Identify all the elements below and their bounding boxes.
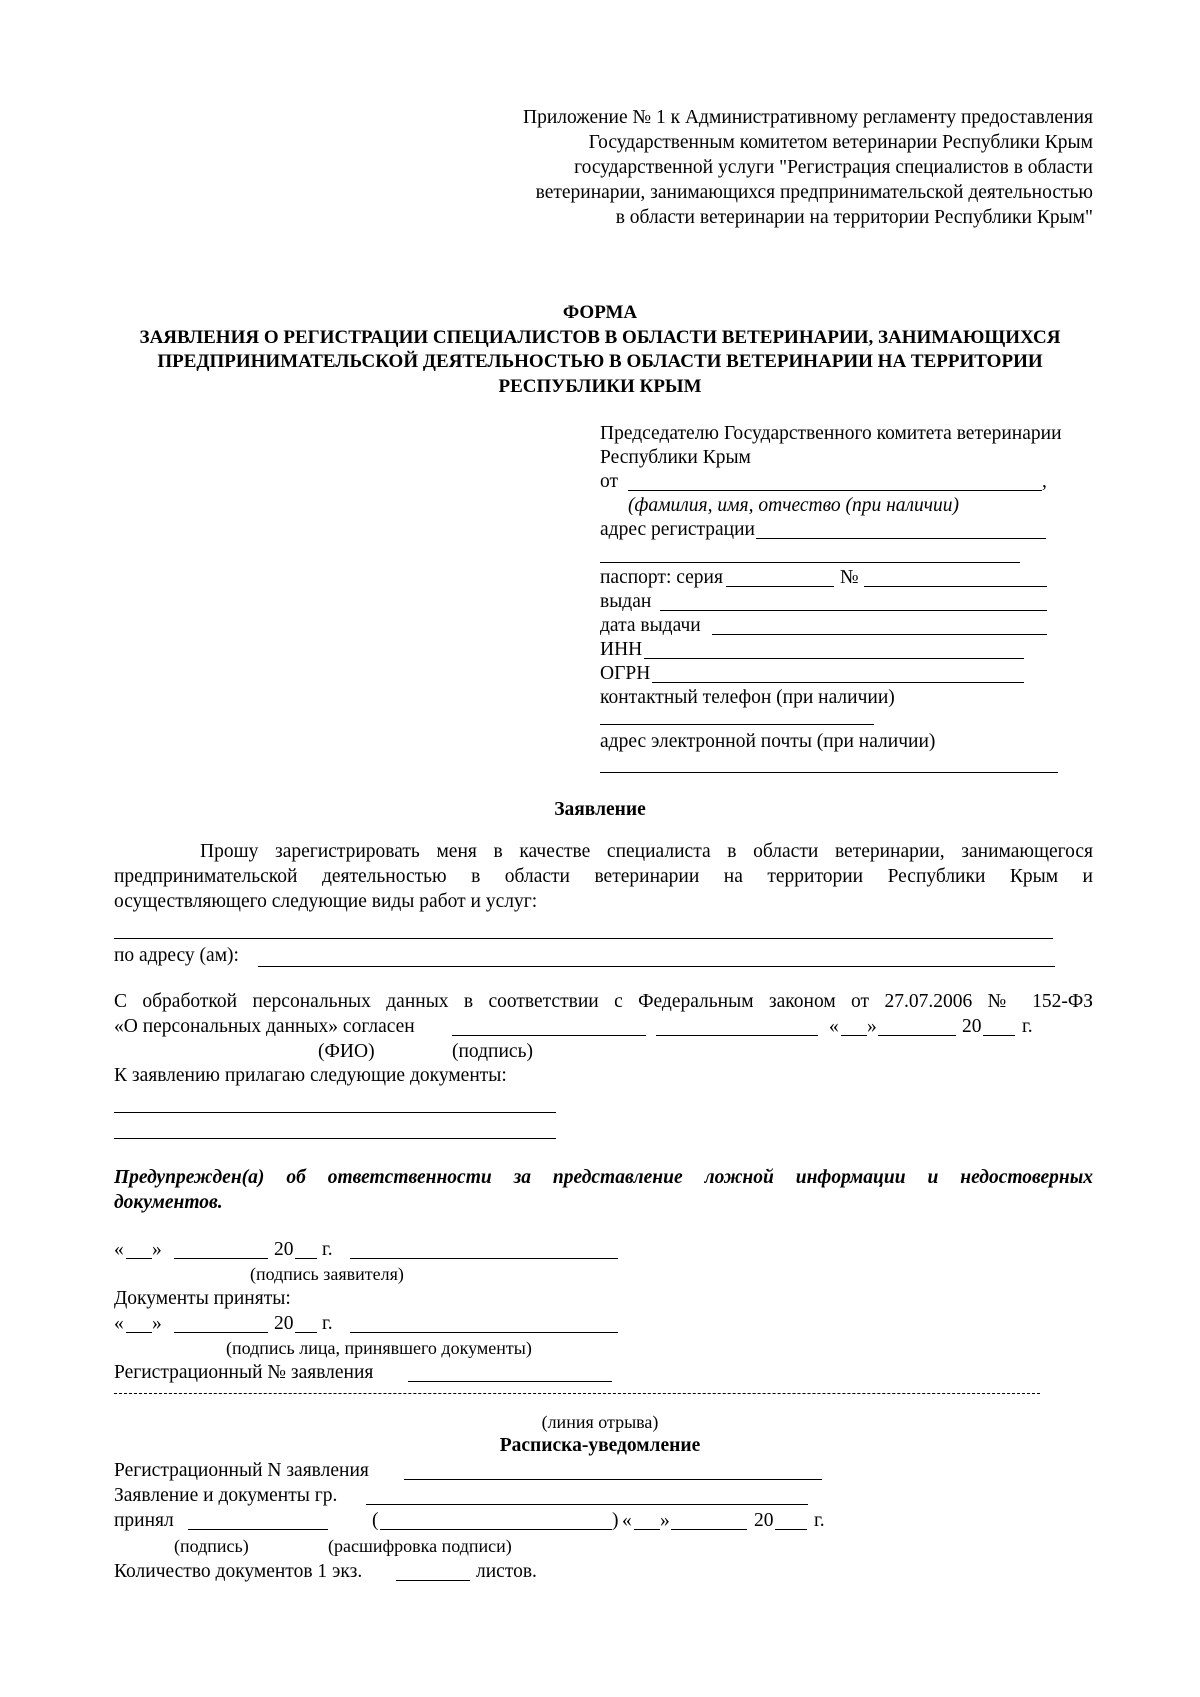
warning-block [114, 1165, 1093, 1215]
applicant-year-prefix: 20 [274, 1239, 294, 1260]
tear-line [114, 1393, 1040, 1394]
ogrn-field-line[interactable] [652, 682, 1024, 683]
consent-fio-field-line[interactable] [452, 1035, 646, 1036]
header-line-4: ветеринарии, занимающихся предпринимательской деятельностью [535, 182, 1093, 203]
statement-heading: Заявление [554, 799, 646, 820]
receipt-day-field-line[interactable] [634, 1529, 660, 1530]
receipt-reg-number-field-line[interactable] [404, 1479, 822, 1480]
passport-number-field-line[interactable] [864, 586, 1047, 587]
receipt-signature-caption: (подпись) [174, 1536, 249, 1556]
acceptor-date-close: » [152, 1313, 162, 1334]
statement-line-3: осуществляющего следующие виды работ и услуг: [114, 891, 538, 912]
receipt-accepted-signature-field-line[interactable] [188, 1529, 328, 1530]
receipt-reg-number-label: Регистрационный N заявления [114, 1460, 369, 1481]
statement-paragraph [114, 839, 1093, 914]
docs-accepted-label: Документы приняты: [114, 1288, 291, 1309]
receipt-year-prefix: 20 [754, 1510, 774, 1531]
attach-field-line-2[interactable] [114, 1138, 556, 1139]
from-label: от [600, 471, 619, 492]
acceptor-date-open: « [114, 1313, 124, 1334]
header-line-5: в области ветеринарии на территории Республики Крым" [615, 207, 1093, 228]
signature-caption: (подпись) [452, 1041, 533, 1062]
consent-month-field-line[interactable] [878, 1035, 956, 1036]
warning-line-1: Предупрежден(а) об ответственности за представление ложной информации и недостоверных [114, 1167, 1093, 1188]
issue-date-field-line[interactable] [712, 634, 1047, 635]
fio-hint: (фамилия, имя, отчество (при наличии) [628, 495, 960, 516]
attach-label: К заявлению прилагаю следующие документы: [114, 1065, 507, 1086]
receipt-docs-from-field-line[interactable] [366, 1504, 808, 1505]
issued-field-line[interactable] [660, 610, 1047, 611]
inn-label: ИНН [600, 639, 643, 660]
header-line-2: Государственным комитетом ветеринарии Республики Крым [588, 132, 1093, 153]
receipt-decode-caption: (расшифровка подписи) [328, 1536, 512, 1556]
consent-line-1: С обработкой персональных данных в соответствии с Федеральным законом от 27.07.2006 № 152-ФЗ [114, 991, 1093, 1012]
receipt-year-suffix: г. [814, 1510, 825, 1531]
receipt-accepted-label: принял [114, 1510, 174, 1531]
header-line-1: Приложение № 1 к Административному регламенту предоставления [522, 107, 1093, 128]
receipt-year-field-line[interactable] [775, 1529, 807, 1530]
addressee-line-2: Республики Крым [600, 447, 751, 468]
fio-caption: (ФИО) [318, 1041, 375, 1062]
services-field-line[interactable] [114, 938, 1053, 939]
attach-field-line-1[interactable] [114, 1112, 556, 1113]
receipt-docs-from-label: Заявление и документы гр. [114, 1485, 338, 1506]
address-label: по адресу (ам): [114, 945, 239, 966]
reg-address-field-line-2[interactable] [600, 562, 1020, 563]
from-comma: , [1042, 471, 1047, 492]
tear-line-caption: (линия отрыва) [541, 1412, 659, 1432]
phone-field-line[interactable] [600, 724, 874, 725]
acceptor-month-field-line[interactable] [174, 1332, 268, 1333]
reg-address-field-line[interactable] [756, 538, 1046, 539]
consent-signature-field-line[interactable] [656, 1035, 818, 1036]
acceptor-signature-field-line[interactable] [350, 1332, 618, 1333]
passport-number-label: № [840, 567, 859, 588]
receipt-date-close: » [660, 1510, 670, 1531]
warning-line-2: документов. [114, 1192, 223, 1213]
receipt-count-label: Количество документов 1 экз. [114, 1561, 363, 1582]
issued-label: выдан [600, 591, 652, 612]
address-field-line[interactable] [258, 966, 1055, 967]
ogrn-label: ОГРН [600, 663, 651, 684]
receipt-month-field-line[interactable] [671, 1529, 747, 1530]
applicant-year-suffix: г. [322, 1239, 333, 1260]
email-label: адрес электронной почты (при наличии) [600, 731, 936, 752]
consent-day-field-line[interactable] [841, 1035, 867, 1036]
applicant-day-field-line[interactable] [126, 1258, 152, 1259]
addressee-line-1: Председателю Государственного комитета ветеринарии [600, 423, 1062, 444]
applicant-signature-field-line[interactable] [350, 1258, 618, 1259]
phone-label: контактный телефон (при наличии) [600, 687, 895, 708]
acceptor-year-suffix: г. [322, 1313, 333, 1334]
statement-line-1: Прошу зарегистрировать меня в качестве специалиста в области ветеринарии, занимающегося [200, 841, 1093, 862]
applicant-year-field-line[interactable] [295, 1258, 317, 1259]
title-line-1: ФОРМА [562, 302, 638, 323]
reg-number-label: Регистрационный № заявления [114, 1362, 374, 1383]
receipt-count-field-line[interactable] [396, 1580, 470, 1581]
from-field-line[interactable] [628, 490, 1042, 491]
email-field-line[interactable] [600, 772, 1058, 773]
receipt-sheets-label: листов. [476, 1561, 537, 1582]
applicant-month-field-line[interactable] [174, 1258, 268, 1259]
receipt-paren-close: ) [612, 1510, 619, 1531]
consent-year-prefix: 20 [962, 1016, 982, 1037]
consent-line-2: «О персональных данных» согласен [114, 1016, 415, 1037]
form-title [0, 301, 1200, 399]
receipt-title: Расписка-уведомление [499, 1435, 701, 1456]
acceptor-year-field-line[interactable] [295, 1332, 317, 1333]
receipt-date-open: « [622, 1510, 632, 1531]
reg-address-label: адрес регистрации [600, 519, 755, 540]
reg-number-field-line[interactable] [408, 1381, 612, 1382]
acceptor-year-prefix: 20 [274, 1313, 294, 1334]
title-line-2: ЗАЯВЛЕНИЯ О РЕГИСТРАЦИИ СПЕЦИАЛИСТОВ В ОБЛАСТИ ВЕТЕРИНАРИИ, ЗАНИМАЮЩИХСЯ [139, 326, 1061, 348]
applicant-signature-caption: (подпись заявителя) [250, 1264, 404, 1284]
applicant-date-open: « [114, 1239, 124, 1260]
statement-line-2: предпринимательской деятельностью в области ветеринарии на территории Республики Крым и [114, 866, 1093, 887]
consent-year-suffix: г. [1022, 1016, 1033, 1037]
passport-series-field-line[interactable] [726, 586, 834, 587]
consent-year-field-line[interactable] [983, 1035, 1015, 1036]
acceptor-day-field-line[interactable] [126, 1332, 152, 1333]
acceptor-signature-caption: (подпись лица, принявшего документы) [226, 1338, 532, 1358]
issue-date-label: дата выдачи [600, 615, 701, 636]
consent-date-close: » [867, 1016, 877, 1037]
applicant-date-close: » [152, 1239, 162, 1260]
inn-field-line[interactable] [644, 658, 1024, 659]
receipt-decode-field-line[interactable] [380, 1529, 612, 1530]
title-line-4: РЕСПУБЛИКИ КРЫМ [498, 375, 702, 397]
header-line-3: государственной услуги "Регистрация специалистов в области [574, 157, 1093, 178]
consent-date-open: « [829, 1016, 839, 1037]
title-line-3: ПРЕДПРИНИМАТЕЛЬСКОЙ ДЕЯТЕЛЬНОСТЬЮ В ОБЛАСТИ ВЕТЕРИНАРИИ НА ТЕРРИТОРИИ [157, 351, 1043, 372]
receipt-paren-open: ( [372, 1510, 379, 1531]
passport-series-label: паспорт: серия [600, 567, 723, 588]
